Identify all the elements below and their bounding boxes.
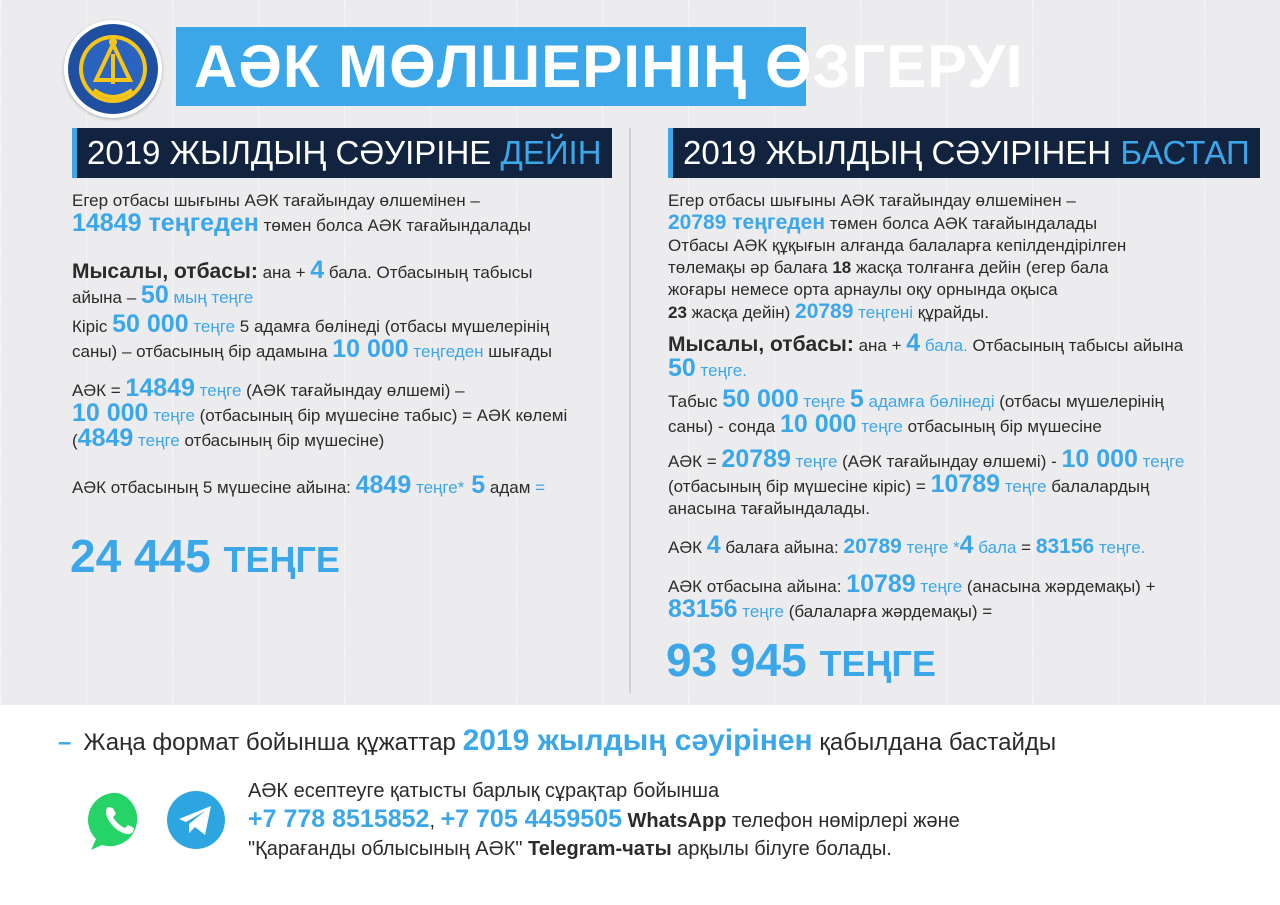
right-children-multiplier: 4 bbox=[959, 531, 974, 559]
left-example-label: Мысалы, отбасы: bbox=[72, 260, 258, 283]
left-condition-tail: төмен болса АӘК тағайындалады bbox=[258, 216, 531, 235]
left-example bbox=[72, 256, 632, 309]
contact-text: "Қарағанды облысының АӘК" bbox=[248, 838, 528, 860]
right-example-text: Отбасының табысы айына bbox=[967, 336, 1184, 355]
left-income bbox=[72, 310, 632, 363]
right-per-member-unit: теңге bbox=[856, 417, 903, 436]
right-calculation bbox=[668, 445, 1258, 520]
right-children-text: жасқа дейін) bbox=[686, 303, 796, 322]
left-section-header bbox=[72, 128, 612, 178]
left-final-equals: = bbox=[535, 478, 546, 497]
right-calc-unit: теңге bbox=[1000, 477, 1047, 496]
right-example-children: 4 bbox=[906, 329, 921, 357]
right-final-unit: теңге bbox=[737, 602, 784, 621]
left-total bbox=[70, 530, 340, 586]
left-calc-threshold: 14849 bbox=[125, 374, 195, 402]
left-total-unit: ТЕҢГЕ bbox=[223, 539, 340, 580]
left-condition-text: Егер отбасы шығыны АӘК тағайындау өлшемінен – bbox=[72, 191, 480, 210]
contact-separator: , bbox=[429, 810, 441, 832]
left-final-text: АӘК отбасының 5 мүшесіне айына: bbox=[72, 478, 356, 497]
left-calc-text: (АӘК тағайындау өлшемі) – bbox=[241, 381, 465, 400]
left-per-member-unit: теңгеден bbox=[408, 342, 484, 361]
left-final-per-member: 4849 bbox=[355, 471, 412, 499]
right-children-calc-text: = bbox=[1016, 538, 1036, 557]
left-calc-text: отбасының бір мүшесіне) bbox=[179, 431, 385, 450]
right-calc-unit: теңге bbox=[1137, 452, 1185, 471]
left-calculation bbox=[72, 374, 632, 452]
right-children-count: 4 bbox=[706, 531, 721, 559]
right-example bbox=[668, 329, 1258, 382]
right-children-total: 83156 bbox=[1035, 535, 1095, 558]
left-final-text: адам bbox=[485, 478, 536, 497]
right-income-unit: теңге bbox=[798, 392, 850, 411]
right-calc-text: АӘК = bbox=[668, 452, 722, 471]
contact-text: арқылы білуге болады. bbox=[671, 838, 892, 860]
right-income-members: 5 bbox=[849, 385, 864, 413]
right-example-income: 50 bbox=[668, 354, 696, 382]
right-children-unit: теңге * bbox=[901, 538, 960, 557]
right-final-mother: 10789 bbox=[846, 570, 916, 598]
left-calc-text: ( bbox=[72, 431, 78, 450]
right-child-rate: 20789 bbox=[843, 535, 902, 558]
right-per-member-amount: 10 000 bbox=[779, 410, 857, 438]
right-children-calc bbox=[668, 531, 1258, 559]
phone-number-2[interactable]: +7 705 4459505 bbox=[440, 805, 622, 833]
right-student-age: 23 bbox=[668, 303, 687, 322]
left-example-children: 4 bbox=[310, 256, 325, 284]
left-income-text: Кіріс bbox=[72, 317, 113, 336]
right-children-unit: бала bbox=[973, 538, 1017, 557]
right-calc-income: 10 000 bbox=[1061, 445, 1138, 473]
whatsapp-icon[interactable] bbox=[88, 790, 148, 854]
left-calc-unit: теңге bbox=[148, 406, 195, 425]
footer-note-text: қабылдана бастайды bbox=[812, 729, 1057, 756]
right-total-unit: ТЕҢГЕ bbox=[819, 643, 936, 684]
left-total-amount: 24 445 bbox=[70, 530, 224, 582]
right-income-amount: 50 000 bbox=[722, 385, 799, 413]
right-final-unit: теңге bbox=[915, 577, 963, 596]
contact-info bbox=[248, 777, 960, 863]
left-final-unit: теңге* bbox=[411, 478, 465, 497]
right-example-unit: бала. bbox=[920, 336, 968, 355]
right-calc-unit: теңге bbox=[790, 452, 838, 471]
right-children-text: жоғары немесе орта арнаулы оқу орнында оқыса bbox=[668, 280, 1058, 299]
right-calc-text: анасына тағайындалады. bbox=[668, 499, 870, 518]
left-example-unit: мың теңге bbox=[168, 288, 254, 307]
right-example-label: Мысалы, отбасы: bbox=[668, 333, 854, 356]
left-income-amount: 50 000 bbox=[112, 310, 189, 338]
contact-line-2 bbox=[248, 805, 960, 835]
right-total-amount: 93 945 bbox=[666, 634, 820, 686]
phone-number-1[interactable]: +7 778 8515852 bbox=[248, 805, 430, 833]
right-example-text: ана + bbox=[853, 336, 907, 355]
right-condition bbox=[668, 190, 1258, 235]
left-income-text: 5 адамға бөлінеді (отбасы мүшелерінің bbox=[235, 317, 550, 336]
right-calc-text: (АӘК тағайындау өлшемі) - bbox=[837, 452, 1062, 471]
right-children-calc-text: АӘК bbox=[668, 538, 707, 557]
right-children-payment bbox=[668, 235, 1258, 324]
right-income-text: (отбасы мүшелерінің bbox=[994, 392, 1164, 411]
right-income-text: Табыс bbox=[668, 392, 723, 411]
left-threshold-amount: 14849 теңгеден bbox=[72, 209, 259, 237]
right-children-text: төлемақы әр балаға bbox=[668, 258, 833, 277]
right-total bbox=[666, 634, 936, 690]
right-final-text: (балаларға жәрдемақы) = bbox=[783, 602, 993, 621]
footer-dash: – bbox=[58, 729, 72, 756]
right-income-text: саны) - сонда bbox=[668, 417, 780, 436]
left-final-members: 5 bbox=[464, 471, 486, 499]
contact-text: телефон нөмірлері және bbox=[726, 810, 960, 832]
left-final bbox=[72, 471, 632, 499]
right-header-main: 2019 ЖЫЛДЫҢ СӘУІРІНЕН bbox=[683, 134, 1121, 171]
left-calc-unit: теңге bbox=[133, 431, 180, 450]
right-condition-tail: төмен болса АӘК тағайындалады bbox=[825, 214, 1098, 233]
karaganda-region-emblem-icon bbox=[64, 20, 162, 118]
region-emblem-logo bbox=[64, 20, 162, 118]
footer-note-text: Жаңа формат бойынша құжаттар bbox=[83, 729, 463, 756]
left-calc-unit: теңге bbox=[194, 381, 242, 400]
right-section-header bbox=[668, 128, 1260, 178]
left-example-text: айына – bbox=[72, 288, 141, 307]
right-calc-text: (отбасының бір мүшесіне кіріс) = bbox=[668, 477, 931, 496]
right-final-text: (анасына жәрдемақы) + bbox=[962, 577, 1156, 596]
right-column bbox=[668, 190, 1258, 623]
whatsapp-label: WhatsApp bbox=[622, 810, 727, 832]
right-final-children: 83156 bbox=[668, 595, 738, 623]
page-title: АӘК МӨЛШЕРІНІҢ ӨЗГЕРУІ bbox=[176, 27, 806, 106]
right-header-accent: БАСТАП bbox=[1120, 134, 1250, 171]
left-per-member-amount: 10 000 bbox=[332, 335, 409, 363]
left-income-text: саны) – отбасының бір адамына bbox=[72, 342, 333, 361]
right-example-unit: теңге. bbox=[695, 361, 747, 380]
footer-note bbox=[58, 726, 1056, 758]
contact-line-3 bbox=[248, 835, 960, 863]
left-example-text: ана + bbox=[257, 263, 311, 282]
footer-note-highlight: 2019 жылдың сәуірінен bbox=[462, 724, 813, 757]
right-children-unit: теңге. bbox=[1094, 538, 1146, 557]
left-calc-text: (отбасының бір мүшесіне табыс) = АӘК көлемі bbox=[194, 406, 568, 425]
right-children-text: құрайды. bbox=[913, 303, 989, 322]
right-age-limit: 18 bbox=[832, 258, 852, 277]
left-column bbox=[72, 190, 632, 499]
right-children-text: жасқа толғанға дейін (егер бала bbox=[851, 258, 1109, 277]
right-calc-text: балалардың bbox=[1046, 477, 1150, 496]
left-condition bbox=[72, 190, 632, 237]
right-threshold-amount: 20789 теңгеден bbox=[668, 211, 825, 234]
right-calc-threshold: 20789 bbox=[721, 445, 791, 473]
left-calc-text: АӘК = bbox=[72, 381, 126, 400]
left-example-text: бала. Отбасының табысы bbox=[324, 263, 533, 282]
right-children-calc-text: балаға айына: bbox=[720, 538, 844, 557]
telegram-chat-label[interactable]: Telegram-чаты bbox=[528, 838, 672, 860]
left-income-text: шығады bbox=[483, 342, 552, 361]
right-final-text: АӘК отбасына айына: bbox=[668, 577, 847, 596]
telegram-icon[interactable] bbox=[167, 791, 225, 849]
footer bbox=[0, 705, 1280, 905]
left-header-main: 2019 ЖЫЛДЫҢ СӘУІРІНЕ bbox=[87, 134, 501, 171]
right-child-amount: 20789 bbox=[795, 300, 854, 323]
right-income bbox=[668, 385, 1258, 438]
contact-line-1: АӘК есептеуге қатысты барлық сұрақтар бойынша bbox=[248, 780, 720, 802]
right-income-text: отбасының бір мүшесіне bbox=[902, 417, 1102, 436]
right-children-text: Отбасы АӘК құқығын алғанда балаларға кепілдендірілген bbox=[668, 236, 1127, 255]
right-income-unit: адамға бөлінеді bbox=[863, 392, 995, 411]
right-calc-result: 10789 bbox=[930, 470, 1001, 498]
left-income-unit: теңге bbox=[188, 317, 236, 336]
right-final bbox=[668, 570, 1258, 623]
right-child-unit: теңгені bbox=[853, 303, 914, 322]
left-calc-result: 4849 bbox=[77, 424, 134, 452]
left-calc-income: 10 000 bbox=[72, 399, 149, 427]
left-header-accent: ДЕЙІН bbox=[500, 134, 602, 171]
left-example-income: 50 bbox=[140, 281, 169, 309]
right-condition-text: Егер отбасы шығыны АӘК тағайындау өлшемінен – bbox=[668, 191, 1076, 210]
